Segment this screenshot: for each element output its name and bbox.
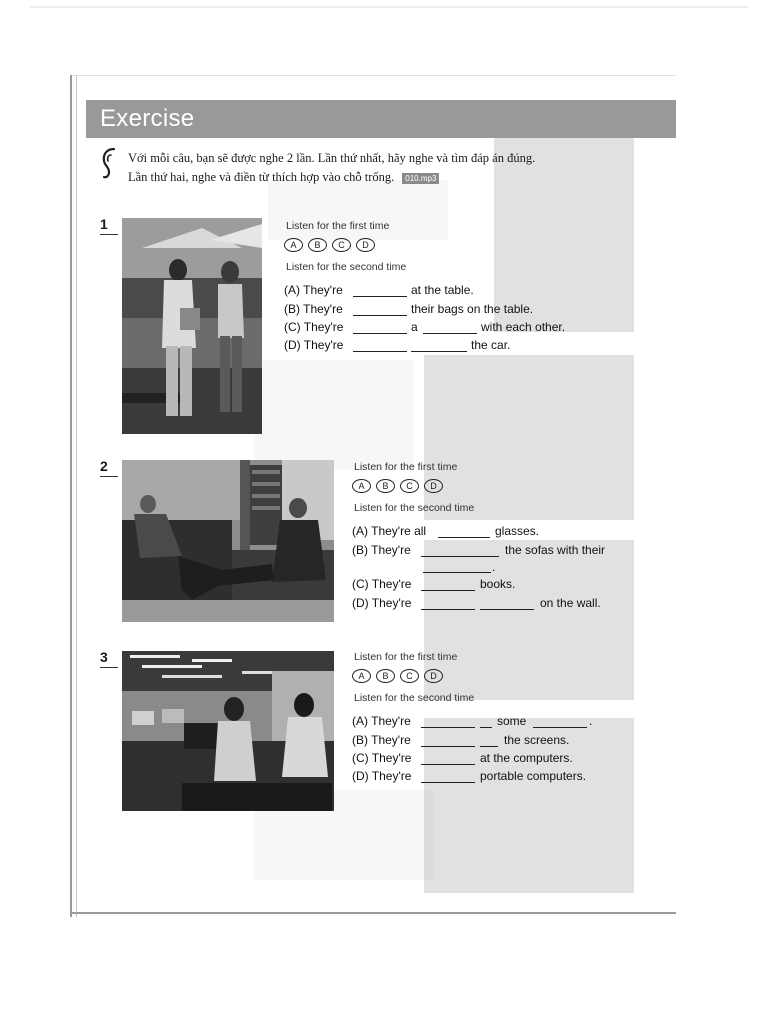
instruction-line-2 [128, 170, 648, 185]
choice-a-bubble[interactable]: A [352, 669, 371, 683]
fill-blank[interactable] [480, 727, 492, 728]
choice-c-bubble[interactable]: C [332, 238, 351, 252]
option-a-suffix: at the table. [411, 283, 474, 297]
option-d-prefix: (D) They're [352, 769, 412, 783]
option-a-prefix: (A) They're all [352, 524, 427, 538]
option-b-suffix: their bags on the table. [411, 302, 534, 316]
instruction-line-1: Với mỗi câu, bạn sẽ được nghe 2 lần. Lần thứ nhất, hãy nghe và tìm đáp án đúng. [128, 151, 536, 165]
scan-edge [30, 6, 748, 8]
option-b-end: . [492, 560, 496, 574]
listen-first-label: Listen for the first time [354, 651, 458, 663]
option-a-prefix: (A) They're [284, 283, 343, 297]
option-b-prefix: (B) They're [352, 733, 411, 747]
fill-blank[interactable] [353, 315, 407, 316]
page-border-bottom [70, 912, 676, 914]
fill-blank[interactable] [421, 590, 475, 591]
choice-b-bubble[interactable]: B [308, 238, 327, 252]
fill-blank[interactable] [533, 727, 587, 728]
option-d-prefix: (D) They're [284, 338, 344, 352]
fill-blank[interactable] [480, 746, 498, 747]
question-number: 3 [100, 649, 108, 665]
option-d-suffix: the car. [471, 338, 511, 352]
option-c-prefix: (C) They're [284, 320, 344, 334]
question-number: 1 [100, 216, 108, 232]
bleed-through-photo-3 [424, 540, 634, 700]
option-c-suffix: books. [480, 577, 516, 591]
option-b-prefix: (B) They're [352, 543, 411, 557]
fill-blank[interactable] [438, 537, 490, 538]
question-3-photo [122, 651, 334, 811]
listen-second-label: Listen for the second time [354, 692, 475, 704]
option-b-prefix: (B) They're [284, 302, 343, 316]
listen-first-label: Listen for the first time [286, 220, 390, 232]
listen-second-label: Listen for the second time [354, 502, 475, 514]
fill-blank[interactable] [421, 556, 499, 557]
ear-listening-icon [100, 145, 120, 181]
option-c-middle: a [411, 320, 418, 334]
option-b-suffix: the sofas with their [505, 543, 606, 557]
fill-blank[interactable] [421, 782, 475, 783]
question-number-underline [100, 234, 118, 235]
question-number: 2 [100, 458, 108, 474]
choice-b-bubble[interactable]: B [376, 479, 395, 493]
instruction-line-2-text: Lần thứ hai, nghe và điền từ thích hợp vào chỗ trống. [128, 170, 395, 184]
bleed-through-photo-2 [424, 355, 634, 520]
option-c-suffix: at the computers. [480, 751, 573, 765]
choice-a-bubble[interactable]: A [284, 238, 303, 252]
fill-blank[interactable] [423, 333, 477, 334]
option-c-prefix: (C) They're [352, 577, 412, 591]
option-b-suffix: the screens. [504, 733, 570, 747]
question-2-photo [122, 460, 334, 622]
option-a-end: . [589, 714, 593, 728]
bleed-through-lines-2 [254, 360, 414, 470]
option-a-prefix: (A) They're [352, 714, 411, 728]
fill-blank[interactable] [421, 746, 475, 747]
listen-second-label: Listen for the second time [286, 261, 407, 273]
choice-d-bubble[interactable]: D [356, 238, 375, 252]
fill-blank[interactable] [421, 727, 475, 728]
option-d-prefix: (D) They're [352, 596, 412, 610]
option-c-prefix: (C) They're [352, 751, 412, 765]
fill-blank[interactable] [421, 609, 475, 610]
question-number-underline [100, 476, 118, 477]
choice-c-bubble[interactable]: C [400, 479, 419, 493]
listen-first-label: Listen for the first time [354, 461, 458, 473]
exercise-header [86, 100, 676, 138]
answer-choices [352, 669, 443, 683]
option-d-suffix: on the wall. [540, 596, 601, 610]
option-a-middle: some [497, 714, 527, 728]
answer-choices [284, 238, 375, 252]
fill-blank[interactable] [353, 333, 407, 334]
choice-d-bubble[interactable]: D [424, 479, 443, 493]
fill-blank[interactable] [423, 572, 491, 573]
fill-blank[interactable] [421, 764, 475, 765]
answer-choices [352, 479, 443, 493]
bleed-through-photo-1 [494, 112, 634, 332]
fill-blank[interactable] [480, 609, 534, 610]
fill-blank[interactable] [411, 351, 467, 352]
question-number-underline [100, 667, 118, 668]
choice-c-bubble[interactable]: C [400, 669, 419, 683]
option-a-suffix: glasses. [495, 524, 540, 538]
option-d-suffix: portable computers. [480, 769, 587, 783]
choice-d-bubble[interactable]: D [424, 669, 443, 683]
option-c-suffix: with each other. [481, 320, 566, 334]
page-top-rule [70, 75, 676, 76]
fill-blank[interactable] [353, 351, 407, 352]
audio-track-badge[interactable]: 010.mp3 [402, 173, 439, 184]
page-border-left [70, 75, 72, 917]
question-1-photo [122, 218, 262, 434]
choice-a-bubble[interactable]: A [352, 479, 371, 493]
fill-blank[interactable] [353, 296, 407, 297]
page-border-left-inner [76, 75, 77, 917]
exercise-title: Exercise [100, 105, 195, 132]
choice-b-bubble[interactable]: B [376, 669, 395, 683]
